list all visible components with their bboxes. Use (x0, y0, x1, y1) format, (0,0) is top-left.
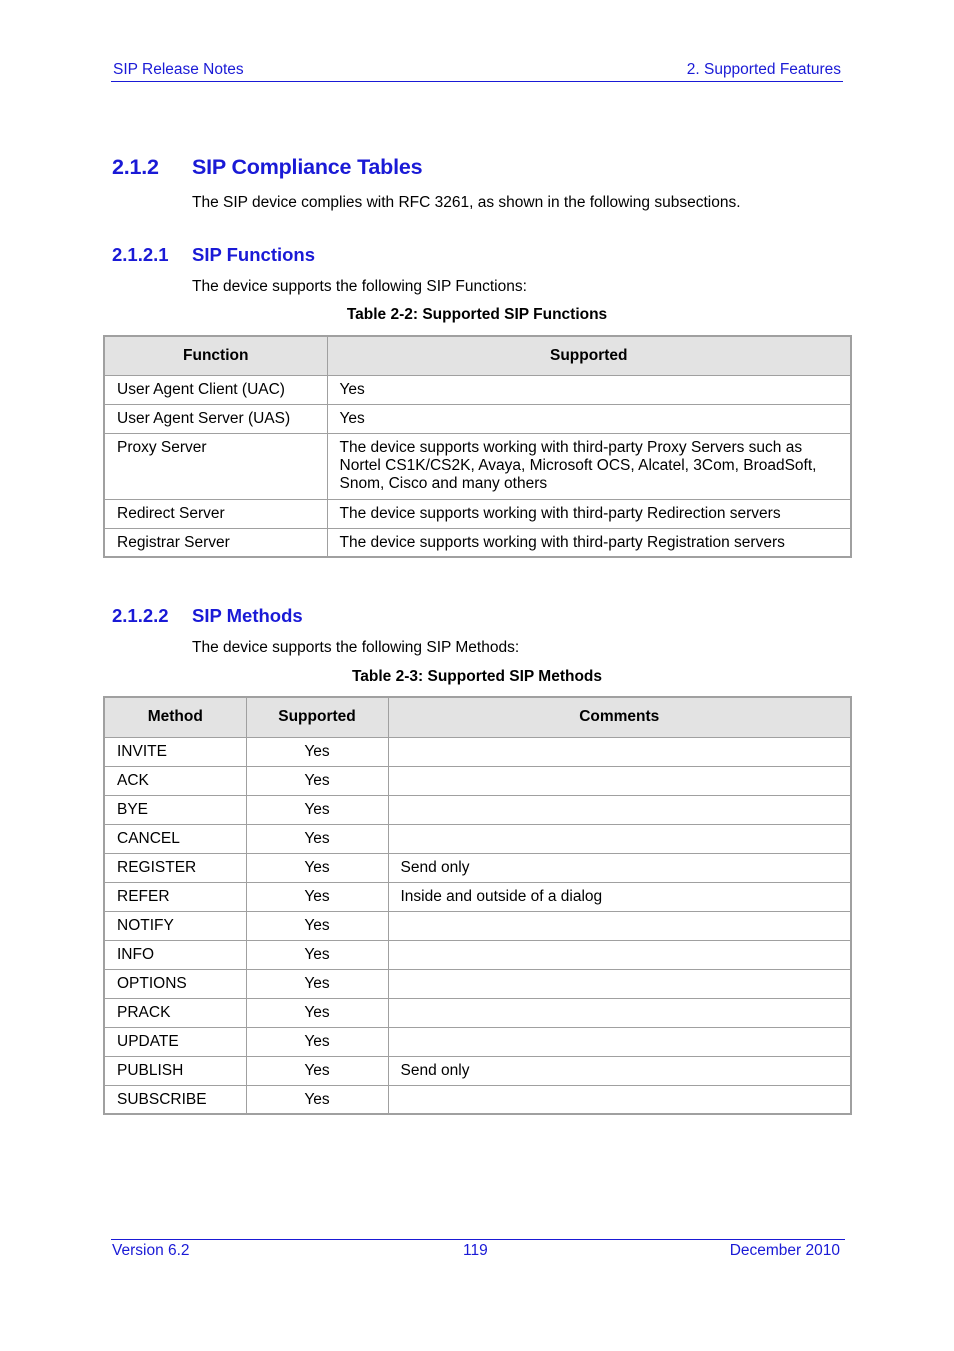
table-row (104, 1056, 851, 1085)
column-header-method: Method (104, 697, 246, 737)
table-cell: Proxy Server (104, 433, 327, 499)
footer-page-number: 119 (463, 1242, 488, 1259)
table-row (104, 795, 851, 824)
column-header-comments: Comments (388, 697, 851, 737)
table-cell: NOTIFY (104, 911, 246, 940)
table-cell: The device supports working with third-party Redirection servers (327, 499, 851, 528)
table-cell (388, 824, 851, 853)
methods-number: 2.1.2.2 (112, 605, 169, 626)
table-row (104, 528, 851, 557)
table-cell: CANCEL (104, 824, 246, 853)
methods-table-caption: Table 2-3: Supported SIP Methods (351, 668, 603, 685)
table-cell: Inside and outside of a dialog (388, 882, 851, 911)
section-intro: The SIP device complies with RFC 3261, as shown in the following subsections. (192, 194, 741, 211)
header-doc-title: SIP Release Notes (113, 61, 244, 78)
table-cell (388, 998, 851, 1027)
table-cell (388, 940, 851, 969)
table-cell: User Agent Client (UAC) (104, 375, 327, 404)
table-row (104, 766, 851, 795)
table-cell (388, 1027, 851, 1056)
table-cell: Yes (246, 1027, 388, 1056)
table-row (104, 1027, 851, 1056)
table-row (104, 404, 851, 433)
table-cell: Yes (246, 824, 388, 853)
section-number: 2.1.2 (112, 155, 159, 179)
table-cell (388, 1085, 851, 1114)
header-rule (111, 81, 843, 82)
table-row (104, 940, 851, 969)
functions-title: SIP Functions (192, 244, 316, 265)
table-cell: Registrar Server (104, 528, 327, 557)
table-cell: Yes (246, 882, 388, 911)
table-cell: BYE (104, 795, 246, 824)
functions-table-caption: Table 2-2: Supported SIP Functions (346, 306, 608, 323)
table-row (104, 737, 851, 766)
methods-intro: The device supports the following SIP Methods: (192, 639, 520, 656)
column-header-supported: Supported (327, 336, 851, 375)
section-title: SIP Compliance Tables (192, 155, 423, 179)
table-cell: The device supports working with third-party Registration servers (327, 528, 851, 557)
table-cell: UPDATE (104, 1027, 246, 1056)
table-row (104, 911, 851, 940)
table-header-row (104, 697, 851, 737)
table-cell: PUBLISH (104, 1056, 246, 1085)
table-cell (388, 969, 851, 998)
functions-table (103, 335, 852, 558)
header-chapter-title: 2. Supported Features (686, 61, 841, 78)
footer-version: Version 6.2 (112, 1242, 190, 1259)
table-cell: Send only (388, 853, 851, 882)
table-cell: Yes (327, 375, 851, 404)
table-cell: SUBSCRIBE (104, 1085, 246, 1114)
table-cell (388, 737, 851, 766)
footer-rule (111, 1239, 845, 1240)
table-cell: ACK (104, 766, 246, 795)
functions-heading (112, 244, 315, 266)
table-cell: Yes (246, 911, 388, 940)
table-cell (388, 795, 851, 824)
table-cell: Yes (246, 737, 388, 766)
table-cell (388, 766, 851, 795)
table-row (104, 853, 851, 882)
footer-date: December 2010 (729, 1242, 840, 1259)
table-cell: The device supports working with third-party Proxy Servers such as Nortel CS1K/CS2K, Avaya, Microsoft OCS, Alcatel, 3Com, BroadSoft, Snom, Cisco and many others (327, 433, 851, 499)
methods-table (103, 696, 852, 1115)
table-row (104, 824, 851, 853)
table-cell: Yes (327, 404, 851, 433)
table-header-row (104, 336, 851, 375)
table-cell: OPTIONS (104, 969, 246, 998)
table-cell: Yes (246, 940, 388, 969)
section-heading (112, 155, 422, 180)
table-row (104, 969, 851, 998)
table-cell (388, 911, 851, 940)
methods-heading (112, 605, 303, 627)
column-header-supported: Supported (246, 697, 388, 737)
table-cell: INFO (104, 940, 246, 969)
table-row (104, 499, 851, 528)
table-cell: Yes (246, 795, 388, 824)
table-cell: User Agent Server (UAS) (104, 404, 327, 433)
table-row (104, 882, 851, 911)
table-cell: INVITE (104, 737, 246, 766)
table-cell: Redirect Server (104, 499, 327, 528)
table-row (104, 433, 851, 499)
table-cell: Yes (246, 969, 388, 998)
table-cell: Yes (246, 1056, 388, 1085)
column-header-function: Function (104, 336, 327, 375)
table-cell: Yes (246, 766, 388, 795)
table-row (104, 998, 851, 1027)
table-cell: Yes (246, 853, 388, 882)
table-row (104, 1085, 851, 1114)
table-cell: Yes (246, 1085, 388, 1114)
functions-number: 2.1.2.1 (112, 244, 169, 265)
table-cell: REGISTER (104, 853, 246, 882)
table-cell: Yes (246, 998, 388, 1027)
table-row (104, 375, 851, 404)
table-cell: Send only (388, 1056, 851, 1085)
table-cell: PRACK (104, 998, 246, 1027)
methods-title: SIP Methods (192, 605, 303, 626)
table-cell: REFER (104, 882, 246, 911)
functions-intro: The device supports the following SIP Functions: (192, 278, 527, 295)
